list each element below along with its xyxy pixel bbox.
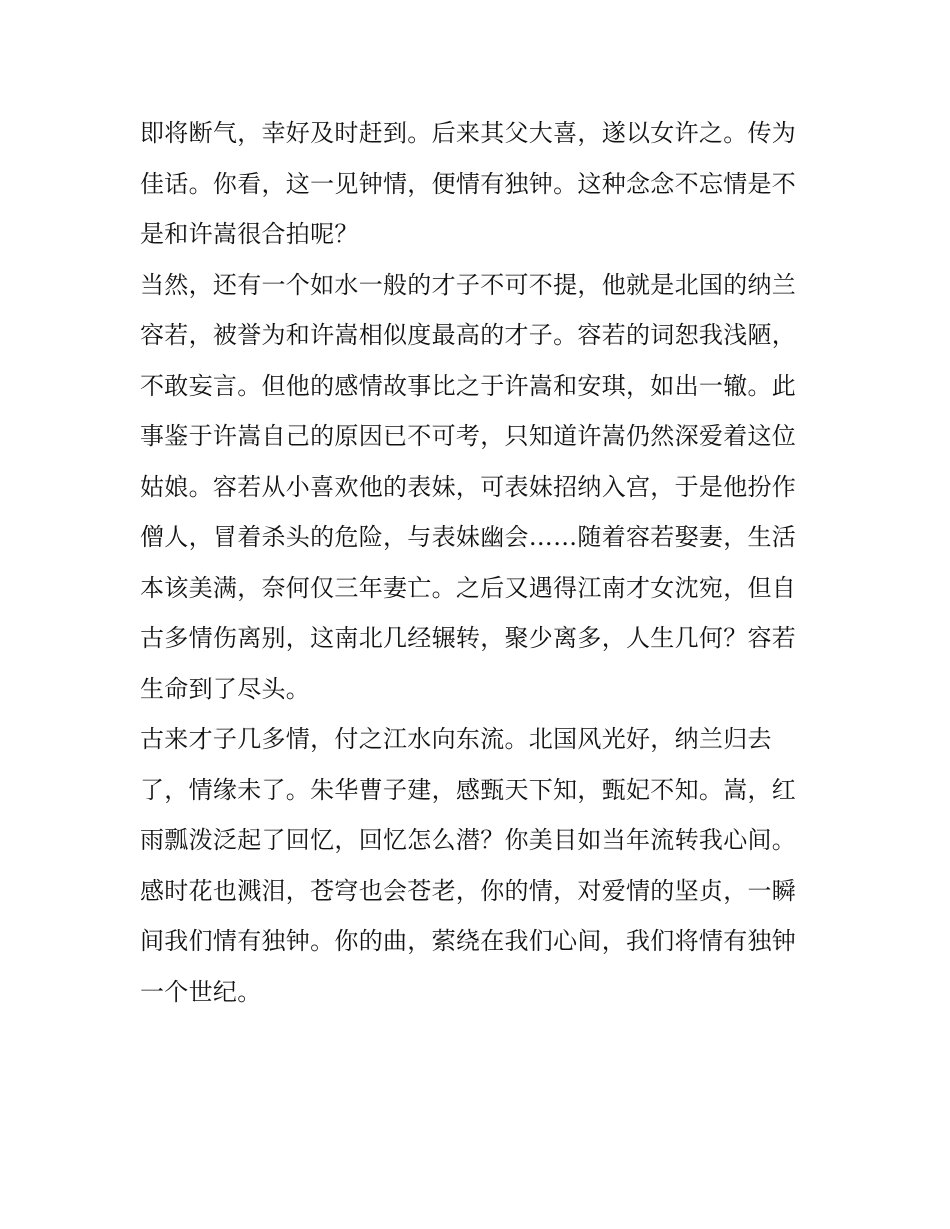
text-line: 感时花也溅泪，苍穹也会苍老，你的情，对爱情的坚贞，一瞬 [140,876,797,905]
text-line: 一个世纪。 [140,977,262,1006]
text-line: 当然，还有一个如水一般的才子不可不提，他就是北国的纳兰 [140,270,797,299]
text-line: 僧人，冒着杀头的危险，与表妹幽会……随着容若娶妻，生活 [140,523,797,551]
text-line: 古来才子几多情，付之江水向东流。北国风光好，纳兰归去 [140,725,772,753]
text-line: 间我们情有独钟。你的曲，萦绕在我们心间，我们将情有独钟 [140,927,797,955]
text-line: 本该美满，奈何仅三年妻亡。之后又遇得江南才女沈宛，但自 [140,573,797,602]
text-line: 是和许嵩很合拍呢？ [140,220,359,248]
text-line: 佳话。你看，这一见钟情，便情有独钟。这种念念不忘情是不 [140,169,797,198]
text-line: 姑娘。容若从小喜欢他的表妹，可表妹招纳入宫，于是他扮作 [140,472,797,501]
text-line: 了，情缘未了。朱华曹子建，感甄天下知，甄妃不知。嵩，红 [140,775,797,804]
text-line: 事鉴于许嵩自己的原因已不可考，只知道许嵩仍然深爱着这位 [140,422,797,450]
text-line: 容若，被誉为和许嵩相似度最高的才子。容若的词恕我浅陋， [140,321,797,349]
text-line: 生命到了尽头。 [140,674,311,703]
text-line: 不敢妄言。但他的感情故事比之于许嵩和安琪，如出一辙。此 [140,371,797,400]
text-line: 古多情伤离别，这南北几经辗转，聚少离多，人生几何？容若 [140,624,797,652]
body-text [140,108,820,1017]
text-line: 即将断气，幸好及时赶到。后来其父大喜，遂以女许之。传为 [140,119,797,147]
text-line: 雨瓢泼泛起了回忆，回忆怎么潜？你美目如当年流转我心间。 [140,826,797,854]
